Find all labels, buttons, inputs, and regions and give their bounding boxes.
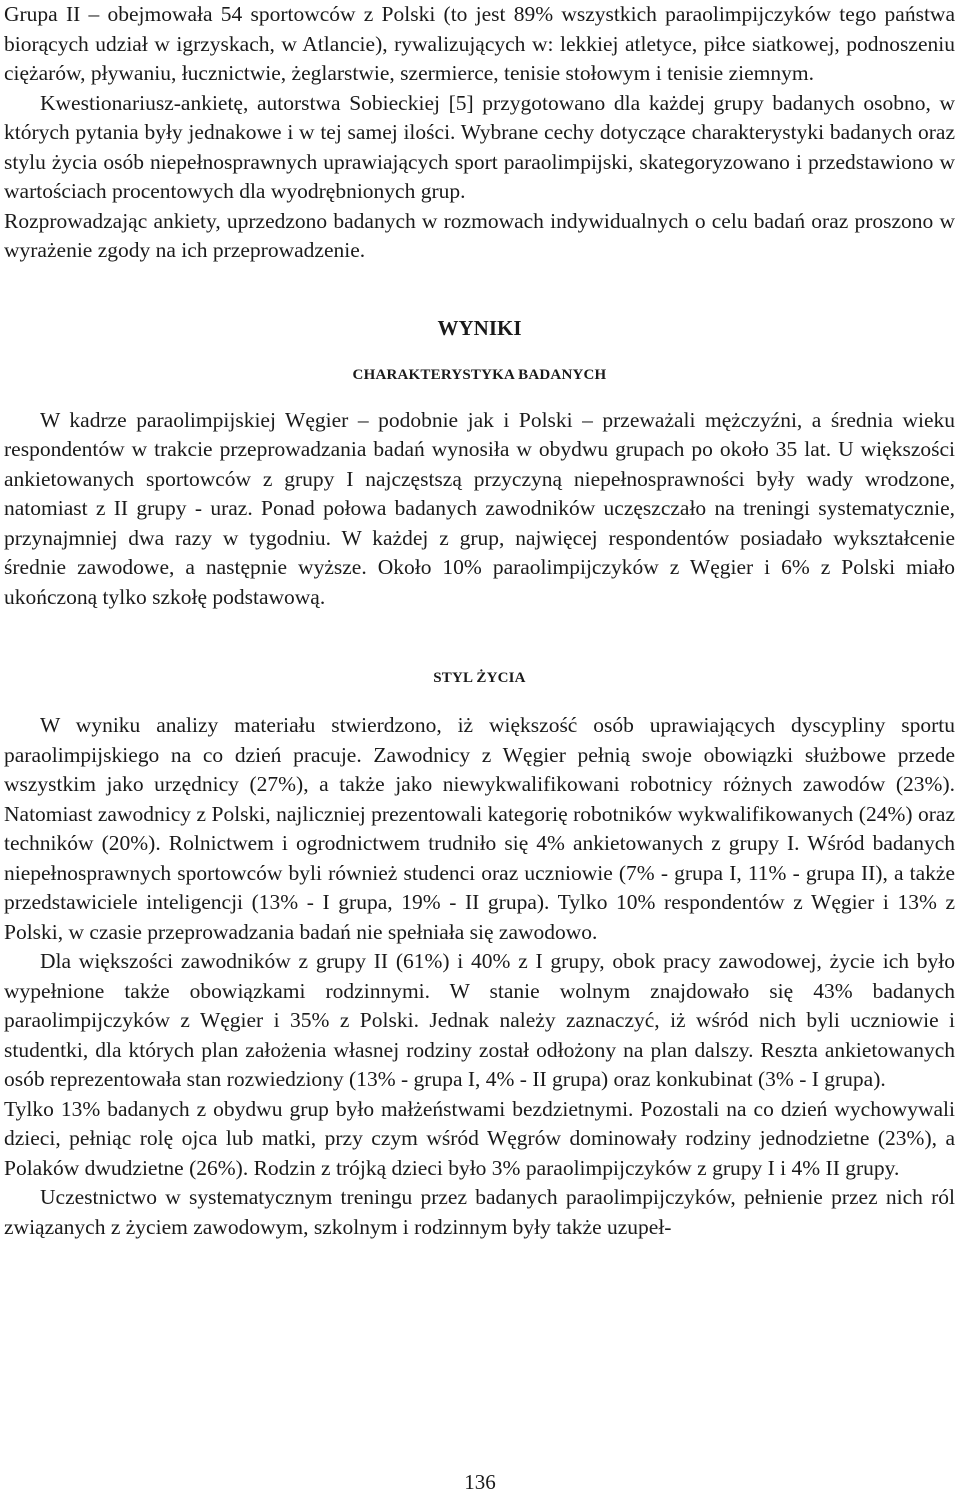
subsection-heading-characteristics: CHARAKTERYSTYKA BADANYCH — [352, 366, 607, 383]
lifestyle-paragraph-2: Dla większości zawodników z grupy II (61%) i 40% z I grupy, obok pracy zawodowej, życie ich było wypełnione także obowiązkami rodzinnymi. W stanie wolnym znajdowało się 43% badanych paraolimpijczyków z Węgier i 35% z Polski. Jednak należy zaznaczyć, iż wśród nich byli uczniowie i studentki, dla których plan założenia własnej rodziny został odłożony na plan dalszy. Reszta ankietowanych osób reprezentowała stan rozwiedziony (13% - grupa I, 4% - II grupa) oraz konkubinat (3% - I grupa). — [4, 949, 955, 1091]
subsection-heading-lifestyle: STYL ŻYCIA — [433, 670, 526, 686]
intro-paragraph-questionnaire: Kwestionariusz-ankietę, autorstwa Sobieckiej [5] przygotowano dla każdej grupy badanych osobno, w których pytania były jednakowe i w tej samej ilości. Wybrane cechy dotyczące charakterystyki badanych oraz stylu życia osób niepełnosprawnych uprawiających sport paraolimpijski, skategoryzowano i przedstawiono w wartościach procentowych dla wyodrębnionych grup. — [4, 90, 955, 203]
intro-paragraph-distribution: Rozprowadzając ankiety, uprzedzono badanych w rozmowach indywidualnych o celu badań oraz proszono w wyrażenie zgody na ich przeprowadzenie. — [4, 208, 955, 262]
intro-paragraph-group-ii: Grupa II – obejmowała 54 sportowców z Polski (to jest 89% wszystkich paraolimpijczyków tego państwa biorących udział w igrzyskach, w Atlancie), rywalizujących w: lekkiej atletyce, piłce siatkowej, podnoszeniu ciężarów, pływaniu, łucznictwie, żeglarstwie, szermierce, tenisie stołowym i tenisie ziemnym. — [4, 2, 955, 85]
lifestyle-paragraph-4: Uczestnictwo w systematycznym treningu przez badanych paraolimpijczyków, pełnienie przez nich ról związanych z życiem zawodowym, szkolnym i rodzinnym były także uzupeł- — [4, 1185, 955, 1239]
document-page — [4, 0, 955, 1242]
lifestyle-paragraph-3: Tylko 13% badanych z obydwu grup było małżeństwami bezdzietnymi. Pozostali na co dzień wychowywali dzieci, pełniąc rolę ojca lub matki, przy czym wśród Węgrów dominowały rodziny jednodzietne (23%), a Polaków dwudzietne (26%). Rodzin z trójką dzieci było 3% paraolimpijczyków z grupy I i 4% II grupy. — [4, 1096, 955, 1180]
lifestyle-paragraph-1: W wyniku analizy materiału stwierdzono, iż większość osób uprawiających dyscypliny sportu paraolimpijskiego na co dzień pracuje. Zawodnicy z Węgier pełnią swoje obowiązki służbowe przede wszystkim jako urzędnicy (27%), a także jako niewykwalifikowani robotnicy różnych zawodów (23%). Natomiast zawodnicy z Polski, najliczniej prezentowali kategorię robotników wykwalifikowanych (24%) oraz techników (20%). Rolnictwem i ogrodnictwem trudniło się 4% ankietowanych z grupy I. Wśród badanych niepełnosprawnych sportowców byli również studenci oraz uczniowie (7% - grupa I, 11% - grupa II), a także przedstawiciele inteligencji (13% - I grupa, 19% - II grupa). Tylko 10% respondentów z Węgier i 13% z Polski, w czasie przeprowadzania badań nie spełniała się zawodowo. — [4, 713, 955, 944]
section-heading-results: WYNIKI — [437, 315, 522, 340]
page-number: 136 — [464, 1470, 496, 1494]
characteristics-paragraph: W kadrze paraolimpijskiej Węgier – podobnie jak i Polski – przeważali mężczyźni, a średnia wieku respondentów w trakcie przeprowadzania badań wynosiła w obydwu grupach po około 35 lat. U większości ankietowanych sportowców z grupy I najczęstszą przyczyną niepełnosprawności były wady wrodzone, natomiast z II grupy - uraz. Ponad połowa badanych zawodników uczęszczało na treningi systematycznie, przynajmniej dwa razy w tygodniu. W każdej z grup, najwięcej respondentów posiadało wykształcenie średnie zawodowe, a następnie wyższe. Około 10% paraolimpijczyków z Węgier i 6% z Polski miało ukończoną tylko szkołę podstawową. — [4, 407, 955, 609]
